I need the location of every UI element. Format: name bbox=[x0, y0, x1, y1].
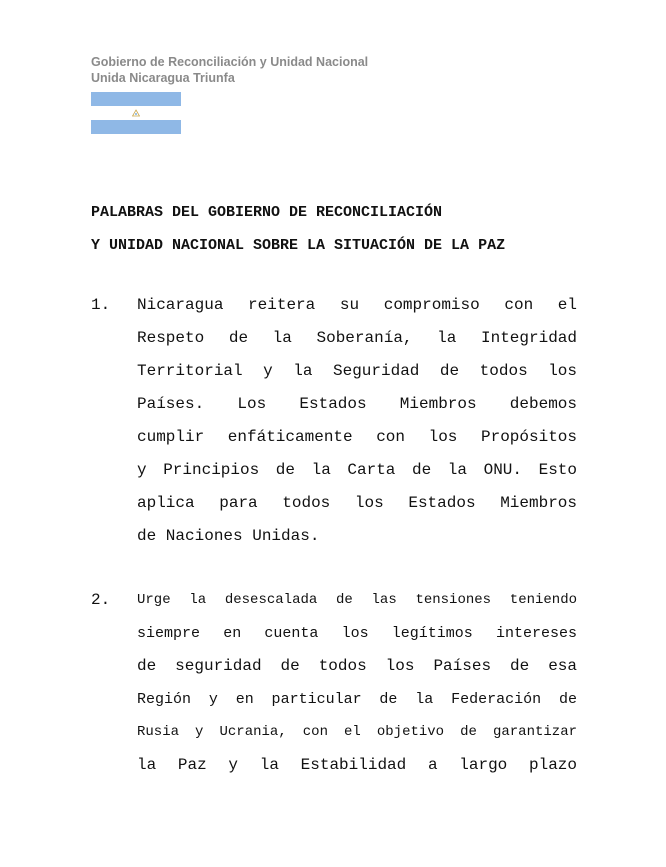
title-line-2: Y UNIDAD NACIONAL SOBRE LA SITUACIÓN DE LA PAZ bbox=[91, 237, 506, 254]
nicaragua-flag-icon bbox=[91, 92, 181, 134]
paragraph-number: 2. bbox=[91, 591, 111, 609]
letterhead-government-name: Gobierno de Reconciliación y Unidad Nacional bbox=[91, 55, 369, 69]
title-line-1: PALABRAS DEL GOBIERNO DE RECONCILIACIÓN bbox=[91, 204, 443, 221]
paragraph-line: Respeto de la Soberanía, la Integridad bbox=[137, 329, 577, 347]
paragraph-line: siempre en cuenta los legítimos intereses bbox=[137, 625, 577, 642]
numbered-paragraph-2 bbox=[91, 584, 577, 782]
letterhead bbox=[91, 54, 368, 86]
paragraph-line: Urge la desescalada de las tensiones teniendo bbox=[137, 592, 577, 608]
flag-top-stripe bbox=[91, 92, 181, 106]
paragraph-line: de seguridad de todos los Países de esa bbox=[137, 657, 577, 675]
paragraph-line: Nicaragua reitera su compromiso con el bbox=[137, 296, 577, 314]
flag-emblem-icon bbox=[132, 109, 140, 117]
numbered-paragraph-1 bbox=[91, 289, 577, 553]
paragraph-line: la Paz y la Estabilidad a largo plazo bbox=[137, 756, 577, 774]
paragraph-line: Rusia y Ucrania, con el objetivo de garantizar bbox=[137, 724, 577, 740]
paragraph-body bbox=[137, 289, 577, 553]
paragraph-line: Territorial y la Seguridad de todos los bbox=[137, 362, 577, 380]
paragraph-number: 1. bbox=[91, 296, 111, 314]
flag-bottom-stripe bbox=[91, 120, 181, 134]
paragraph-line: aplica para todos los Estados Miembros bbox=[137, 494, 577, 512]
flag-middle-stripe bbox=[91, 106, 181, 120]
paragraph-body bbox=[137, 584, 577, 782]
paragraph-line: de Naciones Unidas. bbox=[137, 527, 320, 545]
document-title bbox=[91, 196, 581, 262]
paragraph-line: Países. Los Estados Miembros debemos bbox=[137, 395, 577, 413]
paragraph-line: y Principios de la Carta de la ONU. Esto bbox=[137, 461, 577, 479]
paragraph-line: Región y en particular de la Federación de bbox=[137, 691, 577, 708]
letterhead-slogan: Unida Nicaragua Triunfa bbox=[91, 71, 235, 85]
paragraph-line: cumplir enfáticamente con los Propósitos bbox=[137, 428, 577, 446]
